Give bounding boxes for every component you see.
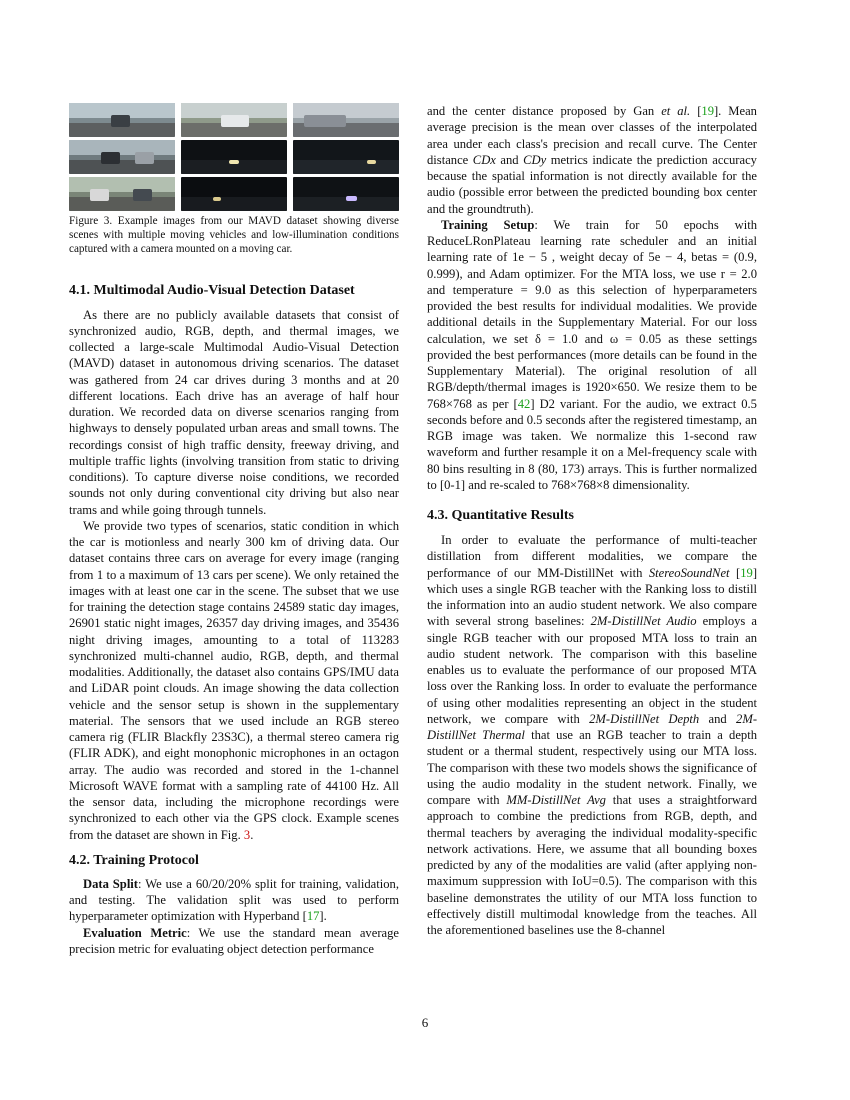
figure-thumbnail-suburb <box>69 177 175 211</box>
et-al: et al. <box>661 104 691 118</box>
figure-3-image-grid <box>69 103 399 211</box>
section-4-3-heading: 4.3. Quantitative Results <box>427 508 574 523</box>
training-setup-paragraph <box>427 217 757 493</box>
paragraph-2-text: We provide two types of scenarios, static condition in which the car is motionless and nearly 300 km of driving data. Our dataset contains three cars on average for every image (ranging from 1 to a maximum of 13 cars per scene). We only retained the images with at least one car in the scene. The subset that we use for training the detection stage contains 24589 static day images, 26901 static night images, 26357 day driving images, and 35436 night driving images, amounting to a total of 113283 synchronized multi-channel audio, RGB, depth, and thermal modalities. Additionally, the dataset also contains GPS/IMU data and LiDAR point clouds. An image showing the data collection vehicle and the sensor setup is shown in the supplementary material. The sensors that we used include an RGB stereo camera rig (FLIR Blackfly 23S3C), a thermal stereo camera rig (FLIR ADK), and eight monophonic microphones in an octagon array. The audio was recorded and stored in the 1-channel Microsoft WAVE format with a sampling rate of 44100 Hz. All the sensor data, including the microphone recordings were synchronized to each other via the GPS clock. Example scenes from the dataset are shown in Fig. <box>69 518 399 842</box>
results-text-4: employs a single RGB teacher with our proposed MTA loss to train an audio student network. The comparison with this baseline enables us to evaluate the performance of our proposed MTA loss over the Ranking loss. In order to evaluate the performance of using other modalities representing an object in the student network, we compare with <box>427 614 758 726</box>
data-split-paragraph <box>69 876 399 925</box>
results-text-1: In order to evaluate the performance of multi-teacher distillation from different modalities, we compare the performance of our MM-DistillNet with <box>427 533 757 580</box>
figure-thumbnail-day-car <box>181 103 287 137</box>
results-text-5: that use an RGB teacher to train a depth student or a thermal student, respectively using our MTA loss. The comparison with these two models shows the significance of using the audio modality in the student network. Finally, we compare with <box>427 728 758 807</box>
and-word: and <box>500 152 519 167</box>
continuation-text-d: metrics indicate the prediction accuracy because the spatial information is not directly available for the audio (possible error between the predicted bounding box center and the groundtruth). <box>427 152 757 216</box>
cdx-metric: CDx <box>472 152 496 167</box>
citation-17-link[interactable]: 17 <box>306 909 320 924</box>
evaluation-metric-continuation <box>427 103 757 217</box>
stereosoundnet-name: StereoSoundNet <box>648 565 730 580</box>
training-setup-text: : We train for 50 epochs with ReduceLRonPlateau learning rate scheduler and an initial learning rate of 1e − 5 , weight decay of 5e − 4, betas = (0.9, 0.999), and Adam optimizer. For the MTA loss, we use r = 2.0 and temperature = 9.0 as this selection of hyperparameters provided the best results for individual modalities. We provide additional details in the Supplementary Material. For our loss calculation, we set δ = 1.0 and ω = 0.05 as these settings provided the best performances (more details can be found in the Supplementary Material). The original resolution of all RGB/depth/thermal images is 1920×650. We resize them to be 768×768 as per [ <box>427 217 757 411</box>
citation-19-link-2[interactable]: 19 <box>740 565 753 580</box>
continuation-text-a: and the center distance proposed by Gan <box>427 104 655 118</box>
continuation-bracket-open: [ <box>697 104 702 118</box>
citation-42-link[interactable]: 42 <box>517 396 531 411</box>
evaluation-metric-label: Evaluation Metric <box>83 925 187 940</box>
results-text-6: that uses a straightforward approach to combine the predictions from RGB, depth, and thermal teachers by averaging the individual modality-specific network activations. Here, we assume that all bounding boxes predicted by any of the modalities are valid (after applying non-maximum suppression with IoU=0.5). The comparison with this baseline demonstrates the utility of our MTA loss function to effectively distill multimodal knowledge from the teaches. All the aforementioned baselines use the 8-channel <box>427 793 758 937</box>
right-column <box>427 103 757 938</box>
page-number: 6 <box>421 1015 429 1030</box>
training-setup-text-2: ] D2 variant. For the audio, we extract 0.5 seconds before and 0.5 seconds after the registered timestamp, an RGB image was taken. We normalize this 1-second raw waveform and further resample it on a Mel-frequency scale with 80 bins resulting in 8 (80, 173) arrays. This is further normalized to [0-1] and re-scaled to 768×768×8 dimensionality. <box>427 396 757 492</box>
figure-thumbnail-night-2 <box>293 140 399 174</box>
data-split-label: Data Split <box>83 876 139 891</box>
depth-baseline-name: 2M-DistillNet Depth <box>589 711 700 726</box>
paragraph-2-end: . <box>250 827 254 842</box>
results-text-3: ] which uses a single RGB teacher with the Ranking loss to distill the information into an audio student network. We also compare with several strong baselines: <box>427 565 758 629</box>
evaluation-metric-paragraph <box>69 925 399 958</box>
results-bracket-open: [ <box>736 565 741 580</box>
left-column <box>69 103 399 957</box>
avg-baseline-name: MM-DistillNet Avg <box>506 793 606 807</box>
thermal-baseline-name: 2M-DistillNet Thermal <box>427 711 758 742</box>
continuation-text-c: ]. Mean average precision is the mean over classes of the interpolated area under each class's precision and recall curve. The Center distance <box>427 104 757 167</box>
data-split-text: : We use a 60/20/20% split for training, validation, and testing. The validation split was used to perform hyperparameter optimization with Hyperband [ <box>69 876 399 924</box>
figure-thumbnail-night-4 <box>293 177 399 211</box>
figure-thumbnail-night-1 <box>181 140 287 174</box>
evaluation-metric-text: : We use the standard mean average precision metric for evaluating object detection performance <box>69 925 399 956</box>
section-4-2-heading: 4.2. Training Protocol <box>69 852 199 868</box>
section-4-3-paragraph <box>427 532 757 938</box>
figure-3-caption: Figure 3. Example images from our MAVD dataset showing diverse scenes with multiple moving vehicles and low-illumination conditions captured with a camera mounted on a moving car. <box>69 215 399 256</box>
section-4-1-paragraph-2 <box>69 518 399 843</box>
figure-thumbnail-night-3 <box>181 177 287 211</box>
section-4-1-paragraph-1: As there are no publicly available datasets that consist of synchronized audio, RGB, depth, and thermal images, we collected a large-scale Multimodal Audio-Visual Detection (MAVD) dataset in autonomous driving scenarios. The dataset was gathered from 24 car drives during 3 months and at 20 different locations. Each drive has an average of half hour duration. We recorded data on diverse scenarios ranging from highways to densely populated urban areas and small towns. The recordings consist of high traffic density, freeway driving, and multiple traffic lights (involving transition from static to driving conditions). To capture diverse noise conditions, we recorded sounds not only during conventional city driving but also near trams and while going through tunnels. <box>69 307 399 517</box>
citation-19-link[interactable]: 19 <box>701 104 714 118</box>
audio-baseline-name: 2M-DistillNet Audio <box>590 614 697 629</box>
figure-thumbnail-city-traffic <box>69 140 175 174</box>
results-and: and <box>708 711 727 726</box>
data-split-end: ]. <box>319 909 327 924</box>
figure-3-link[interactable]: 3 <box>243 827 251 842</box>
figure-thumbnail-day-street <box>69 103 175 137</box>
training-setup-label: Training Setup <box>441 217 535 232</box>
section-4-1-heading: 4.1. Multimodal Audio-Visual Detection Dataset <box>69 282 355 298</box>
figure-thumbnail-day-tram <box>293 103 399 137</box>
cdy-metric: CDy <box>523 152 547 167</box>
